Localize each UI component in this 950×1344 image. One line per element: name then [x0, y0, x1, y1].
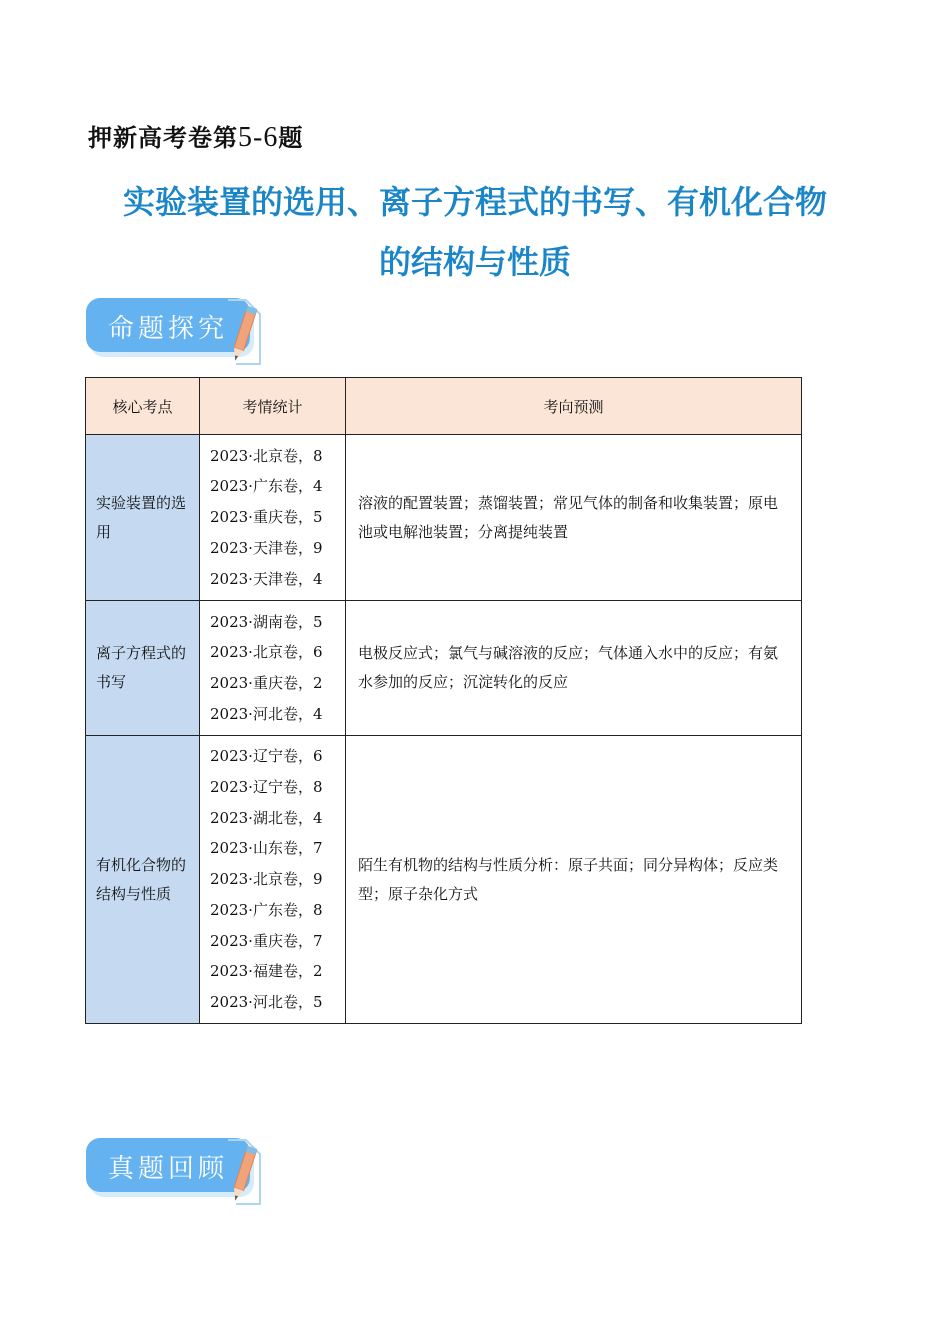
header-stats: 考情统计 — [200, 378, 346, 435]
exam-table — [85, 377, 802, 1024]
sources-cell: 2023·北京卷，8 2023·广东卷，4 2023·重庆卷，5 2023·天津卷，9 2023·天津卷，4 — [200, 435, 346, 601]
table-row — [86, 601, 802, 736]
review-badge: 真题回顾 — [86, 1138, 264, 1208]
prediction-cell: 陌生有机物的结构与性质分析：原子共面；同分异构体；反应类型；原子杂化方式 — [346, 736, 802, 1024]
topic-cell: 实验装置的选用 — [86, 435, 200, 601]
pencil-icon — [226, 298, 262, 368]
topic-cell: 有机化合物的结构与性质 — [86, 736, 200, 1024]
topic-cell: 离子方程式的书写 — [86, 601, 200, 736]
page-title-line1: 实验装置的选用、离子方程式的书写、有机化合物 — [122, 183, 827, 221]
header-prediction: 考向预测 — [346, 378, 802, 435]
explore-badge: 命题探究 — [86, 298, 264, 368]
pencil-icon — [226, 1138, 262, 1208]
table-row — [86, 736, 802, 1024]
section-heading: 押新高考卷第5-6题 — [88, 122, 304, 153]
page-title-line2: 的结构与性质 — [378, 243, 571, 281]
prediction-cell: 电极反应式；氯气与碱溶液的反应；气体通入水中的反应；有氨水参加的反应；沉淀转化的反应 — [346, 601, 802, 736]
sources-cell: 2023·湖南卷，5 2023·北京卷，6 2023·重庆卷，2 2023·河北卷，4 — [200, 601, 346, 736]
header-topic: 核心考点 — [86, 378, 200, 435]
table-row — [86, 435, 802, 601]
prediction-cell: 溶液的配置装置；蒸馏装置；常见气体的制备和收集装置；原电池或电解池装置；分离提纯装置 — [346, 435, 802, 601]
sources-cell: 2023·辽宁卷，6 2023·辽宁卷，8 2023·湖北卷，4 2023·山东卷，7 2023·北京卷，9 2023·广东卷，8 2023·重庆卷，7 2023·福建卷，2 2023·河北卷，5 — [200, 736, 346, 1024]
